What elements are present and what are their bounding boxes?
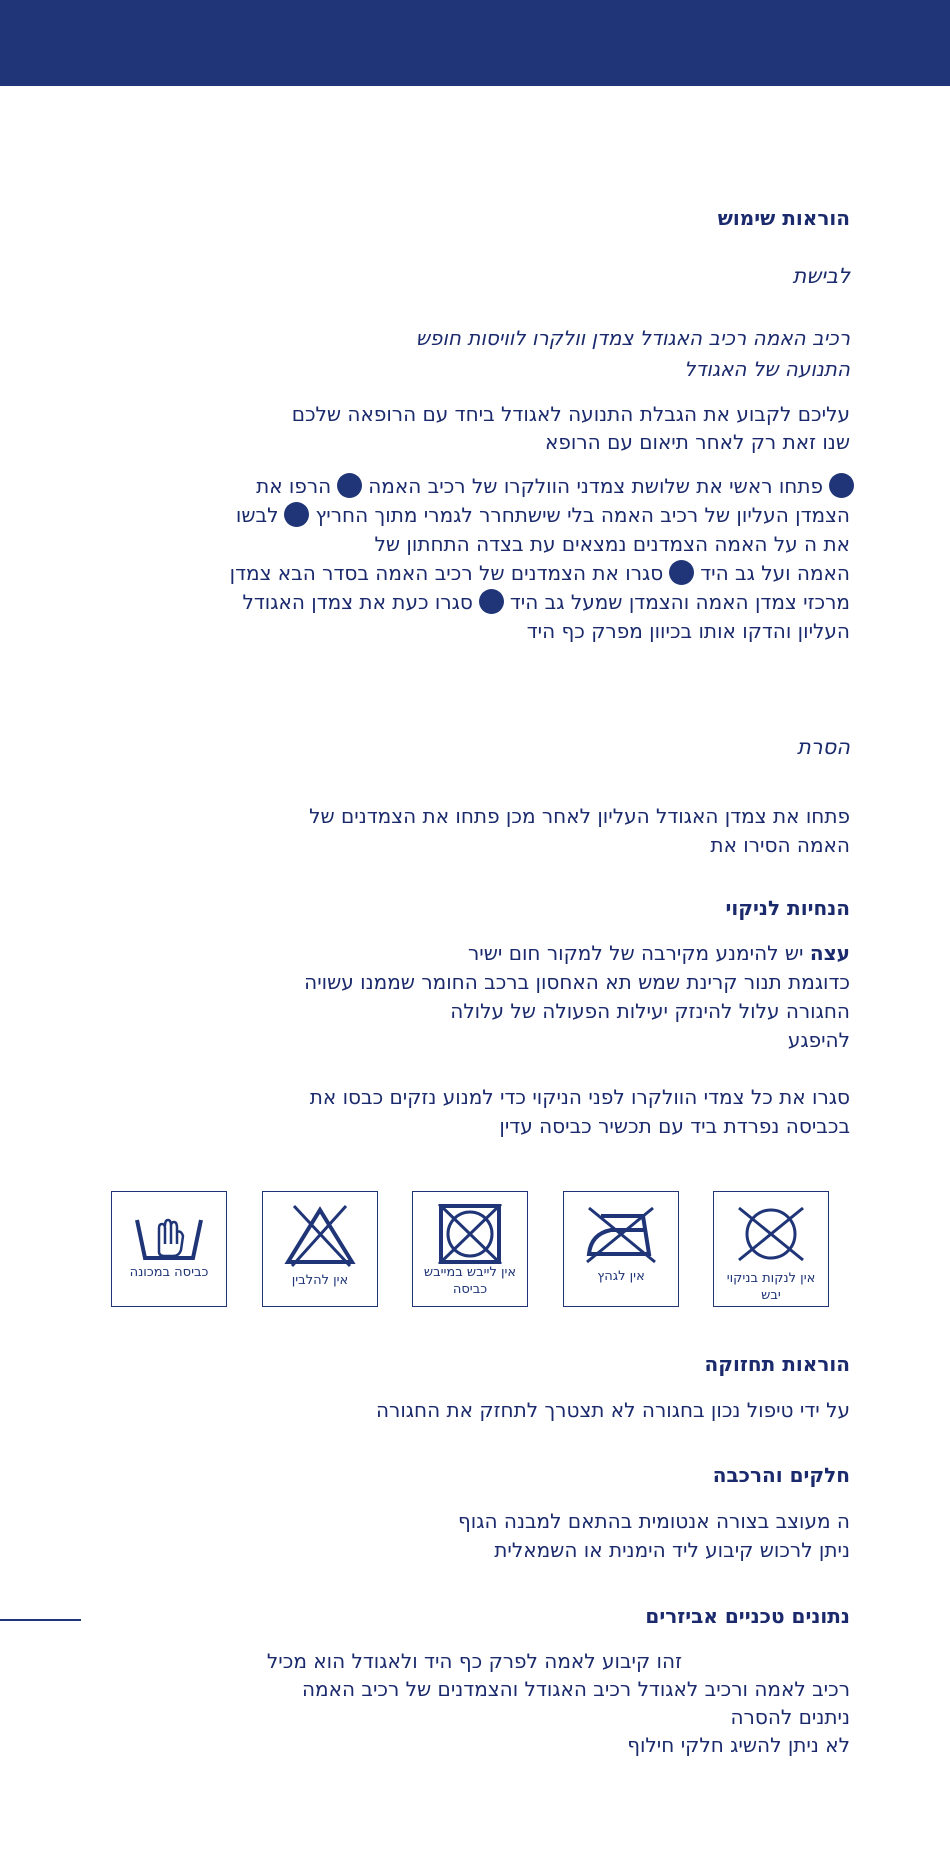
step-text-4a: האמה ועל גב היד — [700, 561, 850, 585]
step-text-2b: לבשו — [235, 503, 279, 527]
step-text-2a: הצמדן העליון של רכיב האמה בלי שישתחרר לגמרי מתוך החריץ — [315, 503, 850, 527]
parts-text-1: ה מעוצב בצורה אנטומית בהתאם למבנה הגוף — [458, 1509, 850, 1533]
step-line-6: העליון והדקו אותו בכיוון מפרק כף היד — [526, 619, 850, 643]
step-marker-5 — [479, 589, 504, 614]
header-banner — [0, 0, 950, 86]
tech-line-1: זהו קיבוע לאמה לפרק כף היד ולאגודל הוא מכיל — [266, 1649, 682, 1673]
care-symbol-machine-wash — [111, 1191, 227, 1307]
wash-line-1: סגרו את כל צמדי הוולקרו לפני הניקוי כדי למנוע נזקים כבסו את — [309, 1085, 850, 1109]
no-bleach-icon — [280, 1204, 360, 1268]
parts-list-line-2: התנועה של האגודל — [684, 357, 850, 381]
tip-label: עצה — [809, 941, 850, 965]
parts-title: חלקים והרכבה — [712, 1463, 850, 1487]
removal-line-1: פתחו את צמדן האגודל העליון לאחר מכן פתחו את הצמדנים של — [309, 804, 850, 828]
step-marker-4 — [669, 560, 694, 585]
step-line-5 — [242, 588, 850, 617]
removal-title: הסרת — [796, 735, 850, 759]
care-symbols-row — [111, 1191, 831, 1309]
no-bleach-label: אין להלבין — [291, 1273, 349, 1288]
tip-line-2: כדוגמת תנור קרינת שמש תא האחסון ברכב החומר שממנו עשויה — [304, 970, 850, 994]
step-text-1b: הרפו את — [256, 474, 332, 498]
no-dry-clean-icon — [731, 1204, 811, 1264]
step-line-4 — [230, 559, 850, 588]
adjust-line-1: עליכם לקבוע את הגבלת התנועה לאגודל ביחד עם הרופאה שלכם — [291, 402, 850, 426]
adjust-line-2: שנו זאת רק לאחר תיאום עם הרופא — [545, 430, 850, 454]
no-iron-label: אין לגהץ — [597, 1269, 645, 1284]
maintenance-title: הוראות תחזוקה — [704, 1352, 850, 1376]
wash-line-2: בכביסה נפרדת ביד עם תכשיר כביסה עדין — [499, 1114, 850, 1138]
step-text-1a: פתחו ראשי את שלושת צמדני הוולקרו של רכיב האמה — [368, 474, 823, 498]
margin-divider — [0, 1619, 81, 1621]
step-text-5a: מרכזי צמדן האמה והצמדן שמעל גב היד — [509, 590, 850, 614]
parts-list-line-1: רכיב האמה רכיב האגודל צמדן וולקרו לוויסות חופש — [415, 326, 850, 350]
step-marker-1 — [829, 473, 854, 498]
step-line-2 — [236, 501, 850, 530]
tech-title: נתונים טכניים אביזרים — [645, 1604, 850, 1628]
tip-line-3: החגורה עלול להינזק יעילות הפעולה של עלולה — [450, 999, 850, 1023]
step-line-3: את ה על האמה הצמדנים נמצאים עת בצדה התחתון של — [374, 532, 850, 556]
care-symbol-no-tumble-dry — [412, 1191, 528, 1307]
tip-line-4: להיפגע — [787, 1028, 850, 1052]
no-tumble-dry-icon — [435, 1204, 505, 1264]
donning-title: לבישת — [792, 264, 850, 288]
tip-text-1: יש להימנע מקירבה של למקור חום ישיר — [467, 941, 810, 965]
parts-text-2: ניתן לרכוש קיבוע ליד הימנית או השמאלית — [494, 1538, 850, 1562]
wash-tub-icon — [129, 1204, 209, 1264]
no-tumble-dry-label: אין לייבש במייבש כביסה — [423, 1265, 517, 1297]
tip-line-1 — [468, 939, 850, 968]
cleaning-title: הנחיות לניקוי — [725, 896, 850, 920]
care-symbol-no-dry-clean — [713, 1191, 829, 1307]
no-dry-clean-label: אין לנקות בניקוי יבש — [726, 1271, 816, 1303]
tech-line-4: לא ניתן להשיג חלקי חילוף — [627, 1733, 850, 1757]
no-iron-icon — [579, 1204, 663, 1264]
tech-line-2: רכיב לאמה ורכיב לאגודל רכיב האגודל והצמדנים של רכיב האמה — [301, 1677, 850, 1701]
step-text-4b: סגרו את הצמדנים של רכיב האמה בסדר הבא צמדן — [229, 561, 664, 585]
care-symbol-no-iron — [563, 1191, 679, 1307]
step-marker-2 — [337, 473, 362, 498]
step-marker-3 — [284, 502, 309, 527]
tech-line-3: ניתנים להסרה — [730, 1705, 850, 1729]
usage-title: הוראות שימוש — [717, 206, 850, 230]
care-symbol-no-bleach — [262, 1191, 378, 1307]
removal-line-2: האמה הסירו את — [710, 833, 850, 857]
maintenance-text: על ידי טיפול נכון בחגורה לא תצטרך לתחזק את החגורה — [375, 1398, 850, 1422]
machine-wash-label: כביסה במכונה — [129, 1265, 209, 1280]
step-text-5b: סגרו כעת את צמדן האגודל — [242, 590, 473, 614]
step-line-1 — [256, 472, 854, 501]
